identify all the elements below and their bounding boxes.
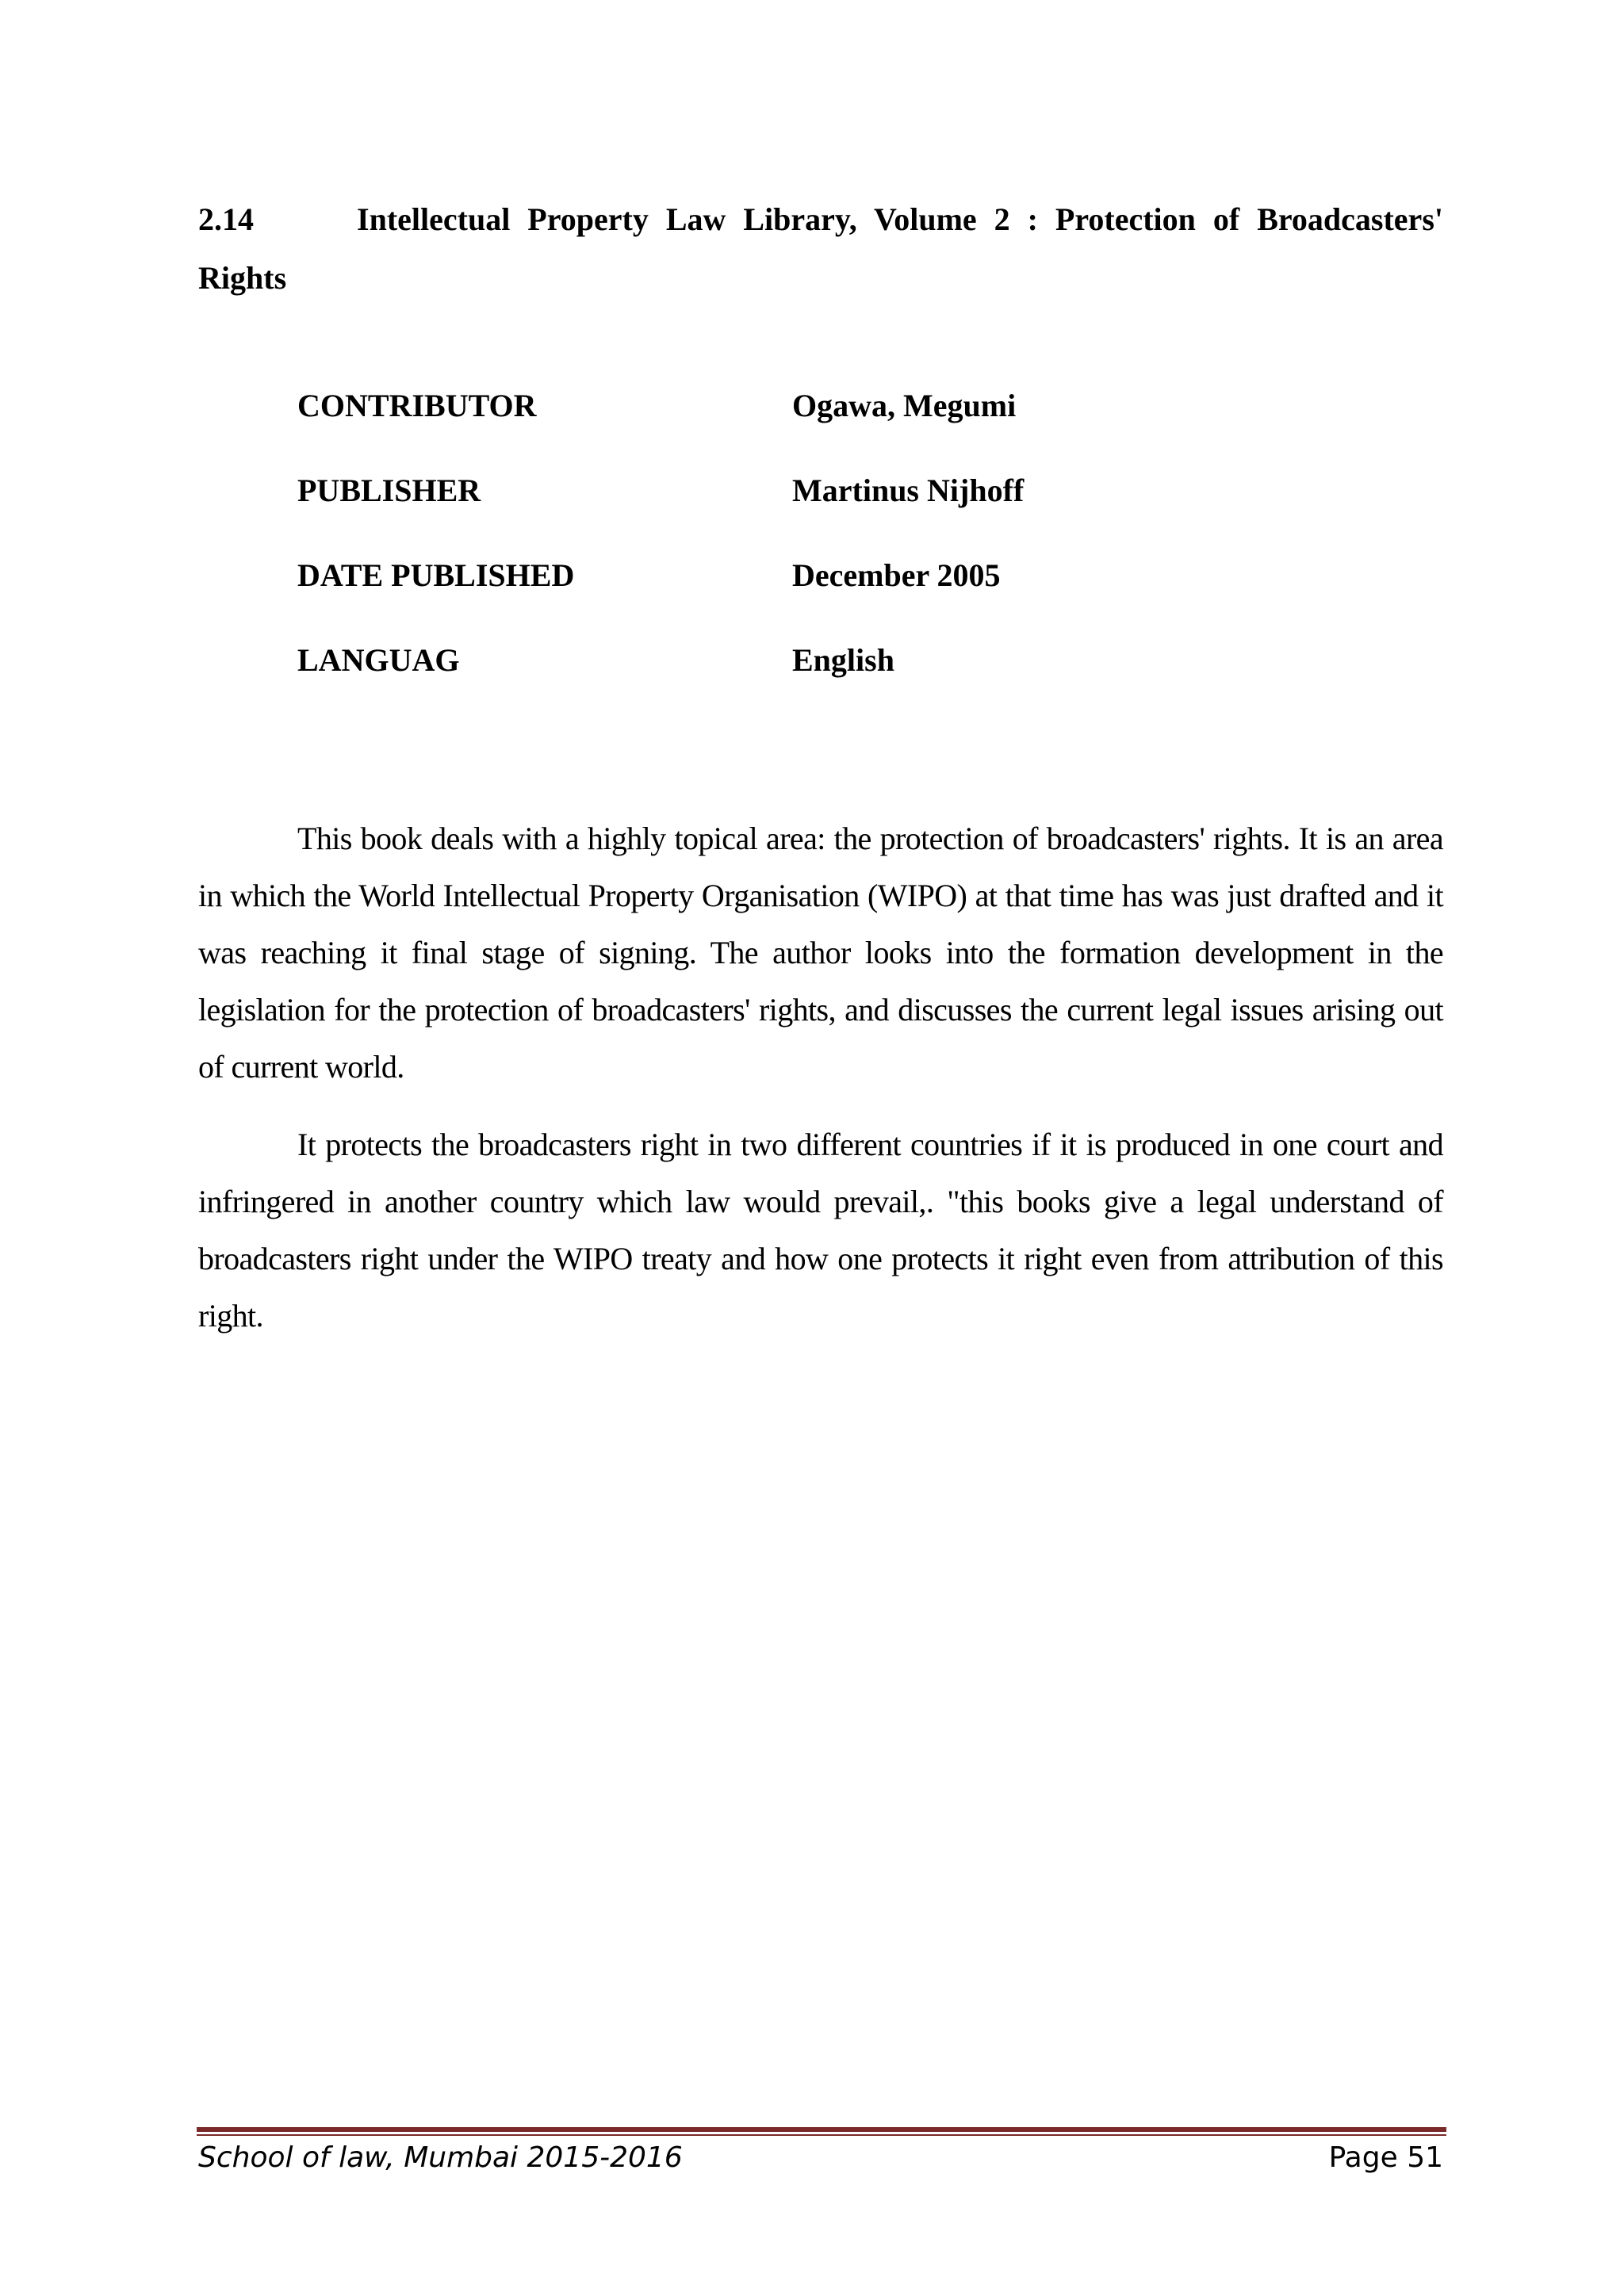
paragraph-2: It protects the broadcasters right in two different countries if it is produced in one court and infringered in another country which law would prevail,. "this books give a legal understand of broadcasters right under the WIPO treaty and how one protects it right even from attribution of this right. — [198, 1127, 1443, 1334]
metadata-row-contributor — [297, 387, 1024, 472]
heading-line-1 — [198, 190, 1443, 249]
footer-school-text: School of law, Mumbai 2015-2016 — [198, 2141, 683, 2174]
footer-rule — [197, 2127, 1446, 2136]
section-number: 2.14 — [198, 201, 254, 237]
metadata-row-publisher — [297, 472, 1024, 557]
metadata-label: LANGUAG — [297, 642, 460, 678]
metadata-label: CONTRIBUTOR — [297, 388, 537, 423]
section-heading — [198, 190, 1443, 308]
metadata-label: PUBLISHER — [297, 473, 481, 508]
metadata-row-language — [297, 641, 1024, 726]
book-metadata-table — [297, 387, 1024, 726]
body-text — [198, 810, 1443, 1365]
metadata-value: December 2005 — [792, 557, 1001, 593]
page-footer — [198, 2139, 1443, 2177]
section-title-continuation: Rights — [198, 260, 287, 296]
metadata-value: Ogawa, Megumi — [792, 388, 1017, 423]
metadata-label: DATE PUBLISHED — [297, 557, 575, 593]
section-title: Intellectual Property Law Library, Volume 2 : Protection of Broadcasters' — [357, 201, 1443, 237]
paragraph-1: This book deals with a highly topical area: the protection of broadcasters' rights. It is an area in which the World Intellectual Property Organisation (WIPO) at that time has was just drafted and it was reaching it final stage of signing. The author looks into the formation development in the legislation for the protection of broadcasters' rights, and discusses the current legal issues arising out of current world. — [198, 821, 1443, 1085]
metadata-row-date-published — [297, 557, 1024, 641]
metadata-value: English — [792, 642, 894, 678]
metadata-value: Martinus Nijhoff — [792, 473, 1025, 508]
footer-page-number: Page 51 — [1328, 2141, 1443, 2174]
